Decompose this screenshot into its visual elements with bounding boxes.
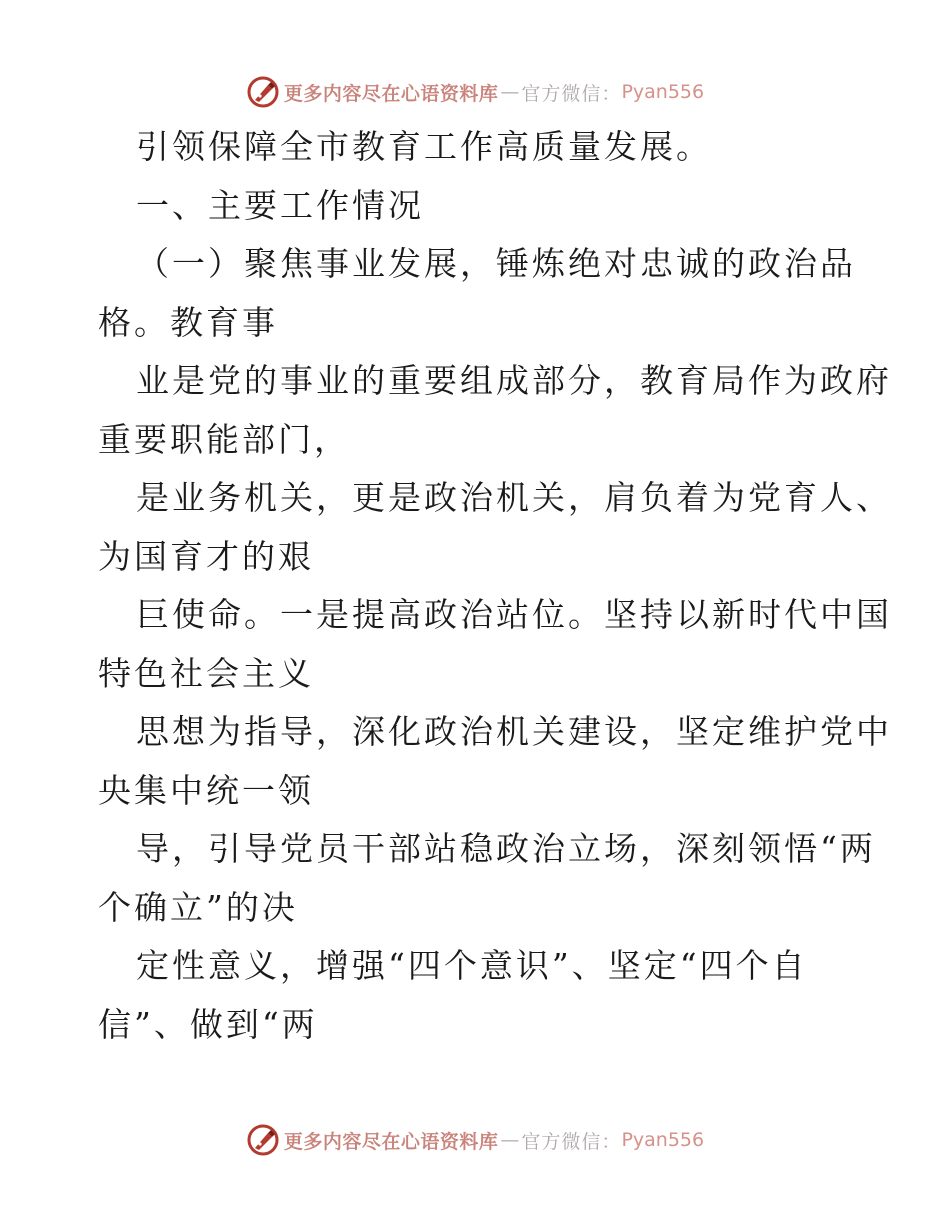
text-line: 导，引导党员干部站稳政治立场，深刻领悟“两 [136, 829, 876, 868]
watermark-label: 官方微信： [521, 1130, 622, 1153]
fountain-pen-logo-icon [246, 1123, 280, 1157]
text-line: 巨使命。一是提高政治站位。坚持以新时代中国 [136, 595, 892, 634]
watermark-wechat-id: Pyan556 [621, 1129, 705, 1151]
text-line: 业是党的事业的重要组成部分，教育局作为政府 [136, 361, 892, 400]
text-line: 个确立”的决 [98, 887, 298, 927]
section-heading: 一、主要工作情况 [136, 185, 424, 225]
header-watermark [0, 72, 950, 112]
fountain-pen-logo-icon [246, 75, 280, 109]
footer-watermark [0, 1120, 950, 1160]
document-body [98, 118, 892, 1054]
text-line: 定性意义，增强“四个意识”、坚定“四个自 [136, 946, 808, 985]
text-line: 是业务机关，更是政治机关，肩负着为党育人、 [136, 478, 892, 517]
text-line: 信”、做到“两 [98, 1004, 318, 1044]
text-line: 央集中统一领 [98, 770, 314, 810]
watermark-separator: — [500, 1129, 520, 1151]
watermark-brand: 更多内容尽在心语资料库 [283, 82, 499, 105]
watermark-wechat-id: Pyan556 [621, 81, 705, 103]
watermark-separator: — [500, 81, 520, 103]
text-line: 重要职能部门， [98, 419, 350, 459]
text-line: 特色社会主义 [98, 653, 314, 693]
text-line: 思想为指导，深化政治机关建设，坚定维护党中 [136, 712, 892, 751]
watermark-label: 官方微信： [521, 82, 622, 105]
watermark-brand: 更多内容尽在心语资料库 [283, 1130, 499, 1153]
text-line: 为国育才的艰 [98, 536, 314, 576]
text-line: 格。教育事 [98, 302, 278, 342]
subsection-heading: （一）聚焦事业发展，锤炼绝对忠诚的政治品 [136, 244, 856, 283]
text-line: 引领保障全市教育工作高质量发展。 [136, 127, 712, 166]
